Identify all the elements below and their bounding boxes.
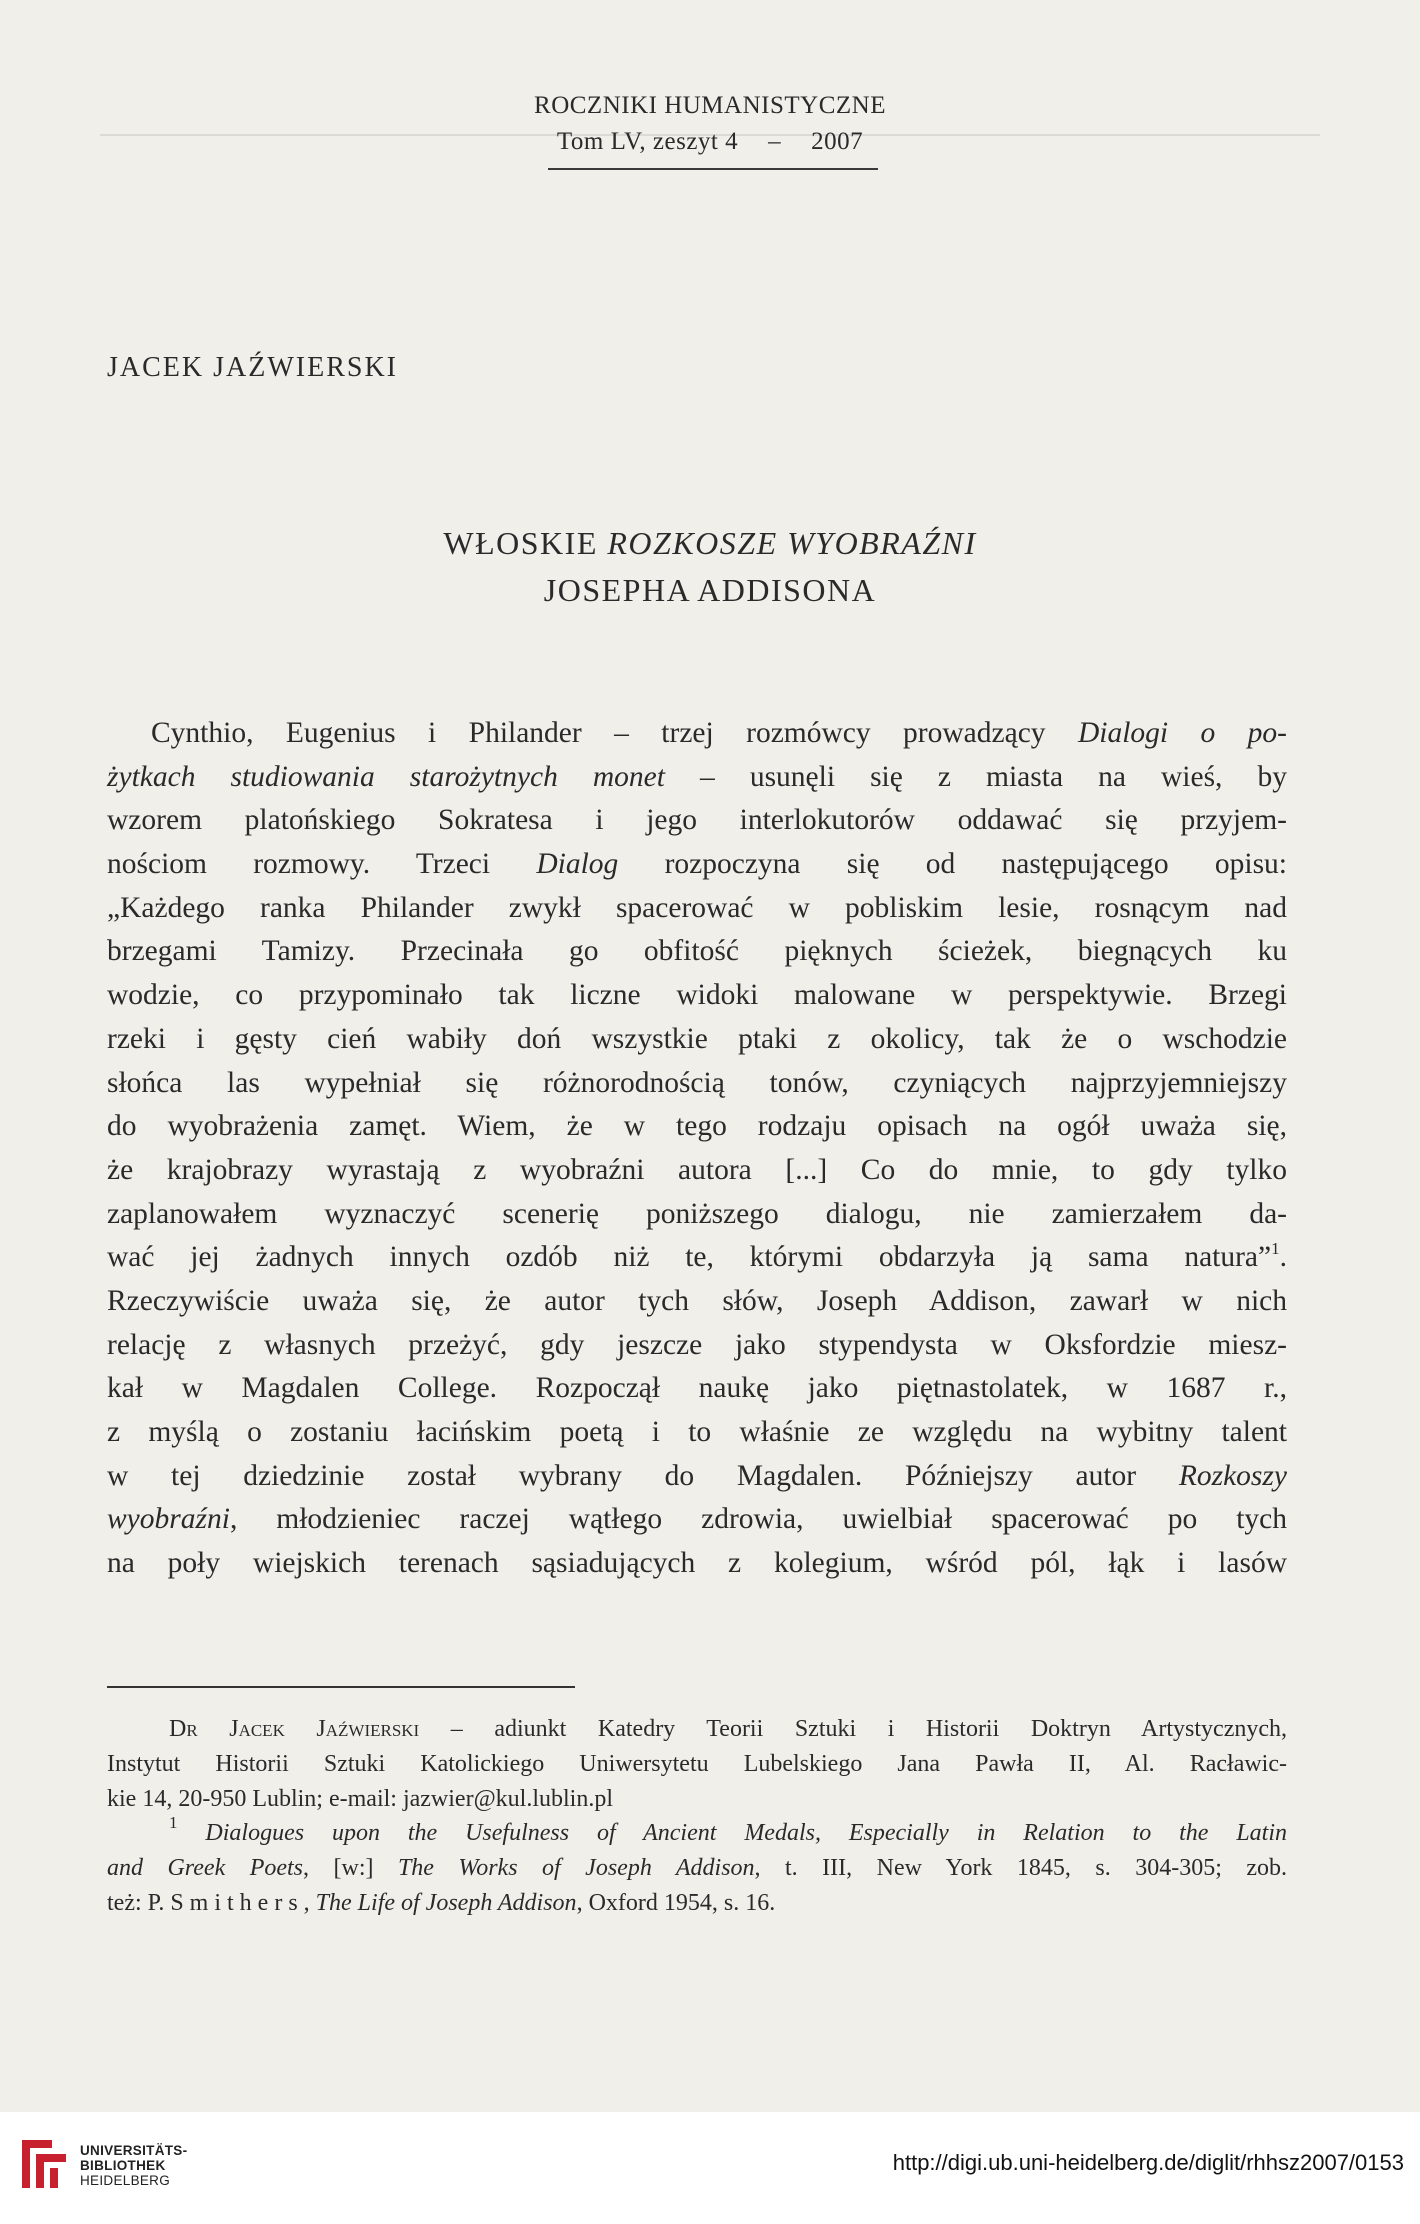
journal-year: 2007 — [811, 128, 864, 155]
journal-volume: Tom LV, zeszyt 4 — [556, 128, 739, 155]
permalink-url[interactable]: http://digi.ub.uni-heidelberg.de/diglit/rhhsz2007/0153 — [892, 2150, 1404, 2175]
body-line: w tej dziedzinie został wybrany do Magdalen. Późniejszy autor Rozkoszy — [107, 1459, 1287, 1492]
body-line: „Każdego ranka Philander zwykł spacerować w pobliskim lesie, rosnącym nad — [107, 891, 1287, 924]
footnote-line: $^1$ Dialogues upon the Usefulness of Ancient Medals, Especially in Relation to the Latin — [169, 1813, 1287, 1847]
body-line: że krajobrazy wyrastają z wyobraźni autora [...] Co do mnie, to gdy tylko — [107, 1153, 1287, 1186]
title-line-2: JOSEPHA ADDISONA — [543, 572, 877, 608]
footnote-separator — [107, 1686, 575, 1688]
body-line: wzorem platońskiego Sokratesa i jego interlokutorów oddawać się przyjem- — [107, 804, 1287, 837]
body-line: Rzeczywiście uważa się, że autor tych słów, Joseph Addison, zawarł w nich — [107, 1284, 1287, 1317]
article-body — [107, 712, 1287, 1586]
journal-dash: – — [768, 128, 782, 155]
library-logo-icon[interactable] — [18, 2132, 72, 2196]
body-line: zaplanowałem wyznaczyć scenerię poniższego dialogu, nie zamierzałem da- — [107, 1197, 1287, 1230]
body-line: Cynthio, Eugenius i Philander – trzej rozmówcy prowadzący Dialogi o po- — [151, 717, 1288, 749]
footnote-line: Instytut Historii Sztuki Katolickiego Uniwersytetu Lubelskiego Jana Pawła II, Al. Racławic- — [107, 1750, 1287, 1777]
article-author: JACEK JAŹWIERSKI — [107, 352, 398, 383]
journal-header — [0, 88, 1420, 160]
footnotes — [107, 1712, 1287, 1921]
body-line: rzeki i gęsty cień wabiły doń wszystkie ptaki z okolicy, tak że o wschodzie — [107, 1022, 1287, 1055]
footnote-line: też: P. Smithers, The Life of Joseph Addison, Oxford 1954, s. 16. — [107, 1889, 776, 1916]
body-line: kał w Magdalen College. Rozpoczął naukę jako piętnastolatek, w 1687 r., — [107, 1372, 1287, 1405]
article-title — [0, 520, 1420, 614]
body-line: brzegami Tamizy. Przecinała go obfitość pięknych ścieżek, biegnących ku — [107, 935, 1287, 968]
body-line: słońca las wypełniał się różnorodnością tonów, czyniących najprzyjemniejszy — [107, 1066, 1287, 1099]
body-line: wyobraźni, młodzieniec raczej wątłego zdrowia, uwielbiał spacerować po tych — [107, 1503, 1287, 1536]
journal-name: ROCZNIKI HUMANISTYCZNE — [534, 92, 886, 119]
body-line: żytkach studiowania starożytnych monet – usunęli się z miasta na wieś, by — [107, 760, 1287, 793]
footnote-line: Dr Jacek Jaźwierski – adiunkt Katedry Teorii Sztuki i Historii Doktryn Artystycznych, — [169, 1716, 1288, 1742]
body-line: relację z własnych przeżyć, gdy jeszcze jako stypendysta w Oksfordzie miesz- — [107, 1328, 1287, 1361]
journal-issue — [0, 124, 1420, 160]
footnote-line: kie 14, 20-950 Lublin; e-mail: jazwier@kul.lublin.pl — [107, 1785, 614, 1812]
header-underline — [548, 168, 878, 170]
body-line: z myślą o zostaniu łacińskim poetą i to właśnie ze względu na wybitny talent — [107, 1416, 1287, 1448]
title-line-1: WŁOSKIE ROZKOSZE WYOBRAŹNI — [443, 525, 977, 561]
body-line: wać jej żadnych innych ozdób niż te, którymi obdarzyła ją sama natura”$^1$. — [107, 1239, 1287, 1274]
body-line: nościom rozmowy. Trzeci Dialog rozpoczyna się od następującego opisu: — [107, 848, 1288, 881]
library-name[interactable]: UNIVERSITÄTS- BIBLIOTHEK HEIDELBERG — [80, 2143, 188, 2188]
body-line: wodzie, co przypominało tak liczne widoki malowane w perspektywie. Brzegi — [107, 979, 1287, 1012]
footnote-line: and Greek Poets, [w:] The Works of Joseph Addison, t. III, New York 1845, s. 304-305; zob. — [107, 1855, 1287, 1882]
footnote-ref[interactable]: 1 — [1271, 1239, 1280, 1259]
body-line: na poły wiejskich terenach sąsiadujących z kolegium, wśród pól, łąk i lasów — [107, 1547, 1287, 1580]
body-line: do wyobrażenia zamęt. Wiem, że w tego rodzaju opisach na ogół uważa się, — [107, 1110, 1287, 1143]
